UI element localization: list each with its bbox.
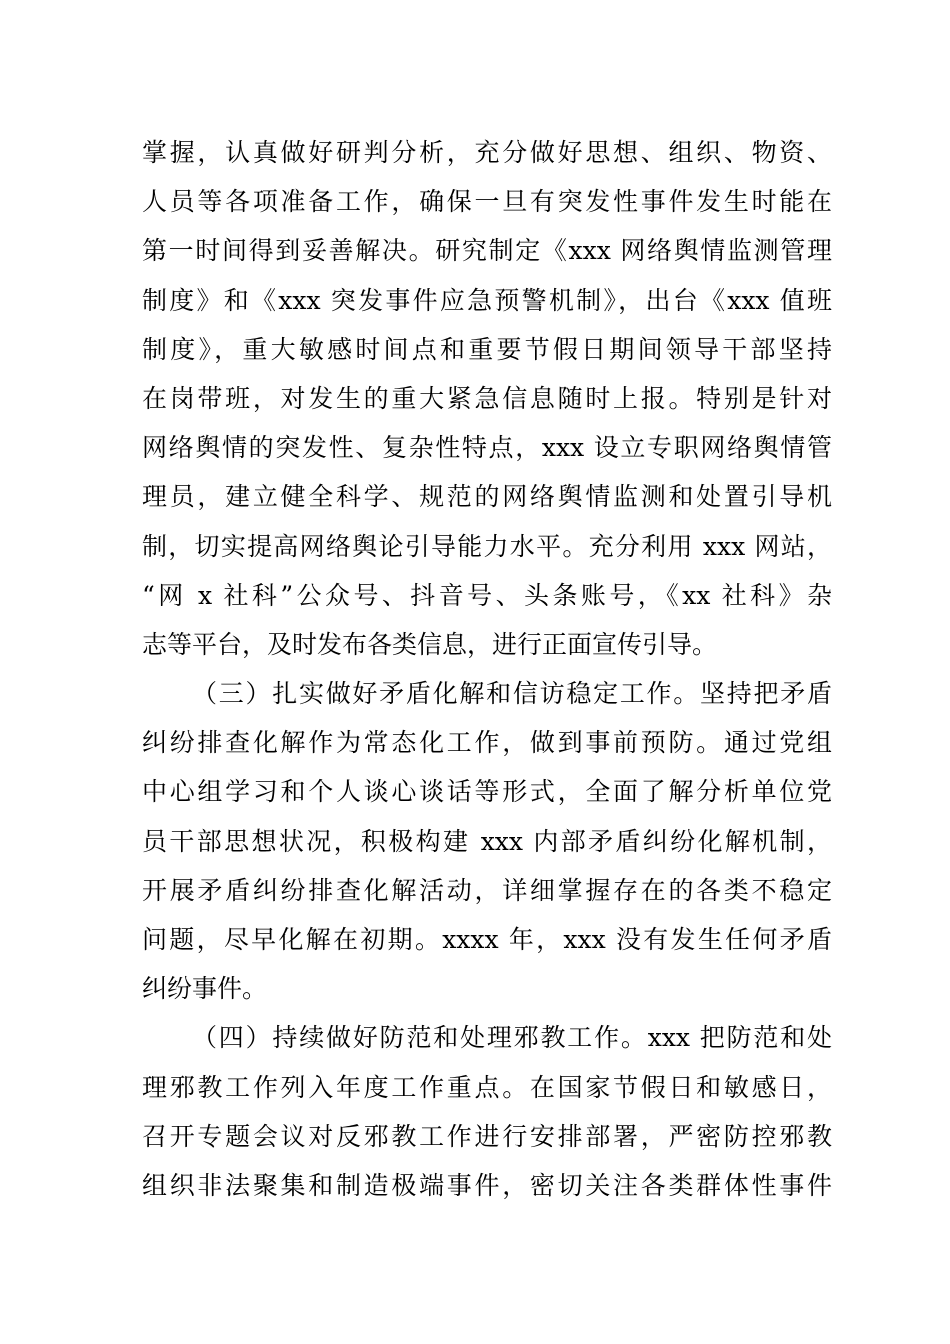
text-line: 第一时间得到妥善解决。研究制定《xxx 网络舆情监测管理 (142, 236, 832, 266)
text-line: 中心组学习和个人谈心谈话等形式，全面了解分析单位党 (142, 777, 832, 807)
text-line: 人员等各项准备工作，确保一旦有突发性事件发生时能在 (142, 187, 832, 217)
text-line: 员干部思想状况，积极构建 xxx 内部矛盾纠纷化解机制， (142, 826, 832, 856)
text-line: 掌握，认真做好研判分析，充分做好思想、组织、物资、 (142, 138, 832, 167)
text-line: 理邪教工作列入年度工作重点。在国家节假日和敏感日， (142, 1072, 832, 1102)
text-line: 制，切实提高网络舆论引导能力水平。充分利用 xxx 网站， (142, 531, 832, 561)
text-line: 问题，尽早化解在初期。xxxx 年，xxx 没有发生任何矛盾 (142, 925, 832, 954)
text-line: 理员，建立健全科学、规范的网络舆情监测和处置引导机 (142, 482, 832, 512)
text-line: 在岗带班，对发生的重大紧急信息随时上报。特别是针对 (142, 383, 832, 413)
section-heading-line: （四）持续做好防范和处理邪教工作。xxx 把防范和处 (192, 1023, 832, 1053)
text-line: 组织非法聚集和制造极端事件，密切关注各类群体性事件 (142, 1170, 832, 1200)
document-body (142, 128, 832, 1210)
text-line: 召开专题会议对反邪教工作进行安排部署，严密防控邪教 (142, 1121, 832, 1151)
text-line: 纠纷排查化解作为常态化工作，做到事前预防。通过党组 (142, 728, 832, 758)
section-heading-line: （三）扎实做好矛盾化解和信访稳定工作。坚持把矛盾 (192, 679, 832, 709)
text-line: 制度》，重大敏感时间点和重要节假日期间领导干部坚持 (142, 334, 832, 364)
text-line: 网络舆情的突发性、复杂性特点，xxx 设立专职网络舆情管 (142, 433, 832, 463)
text-line: “网 x 社科”公众号、抖音号、头条账号，《xx 社科》杂 (142, 580, 832, 610)
text-line: 制度》和《xxx 突发事件应急预警机制》，出台《xxx 值班 (142, 285, 832, 315)
text-line: 开展矛盾纠纷排查化解活动，详细掌握存在的各类不稳定 (142, 875, 832, 905)
text-line: 纠纷事件。 (142, 974, 268, 1004)
text-line: 志等平台，及时发布各类信息，进行正面宣传引导。 (142, 629, 718, 659)
